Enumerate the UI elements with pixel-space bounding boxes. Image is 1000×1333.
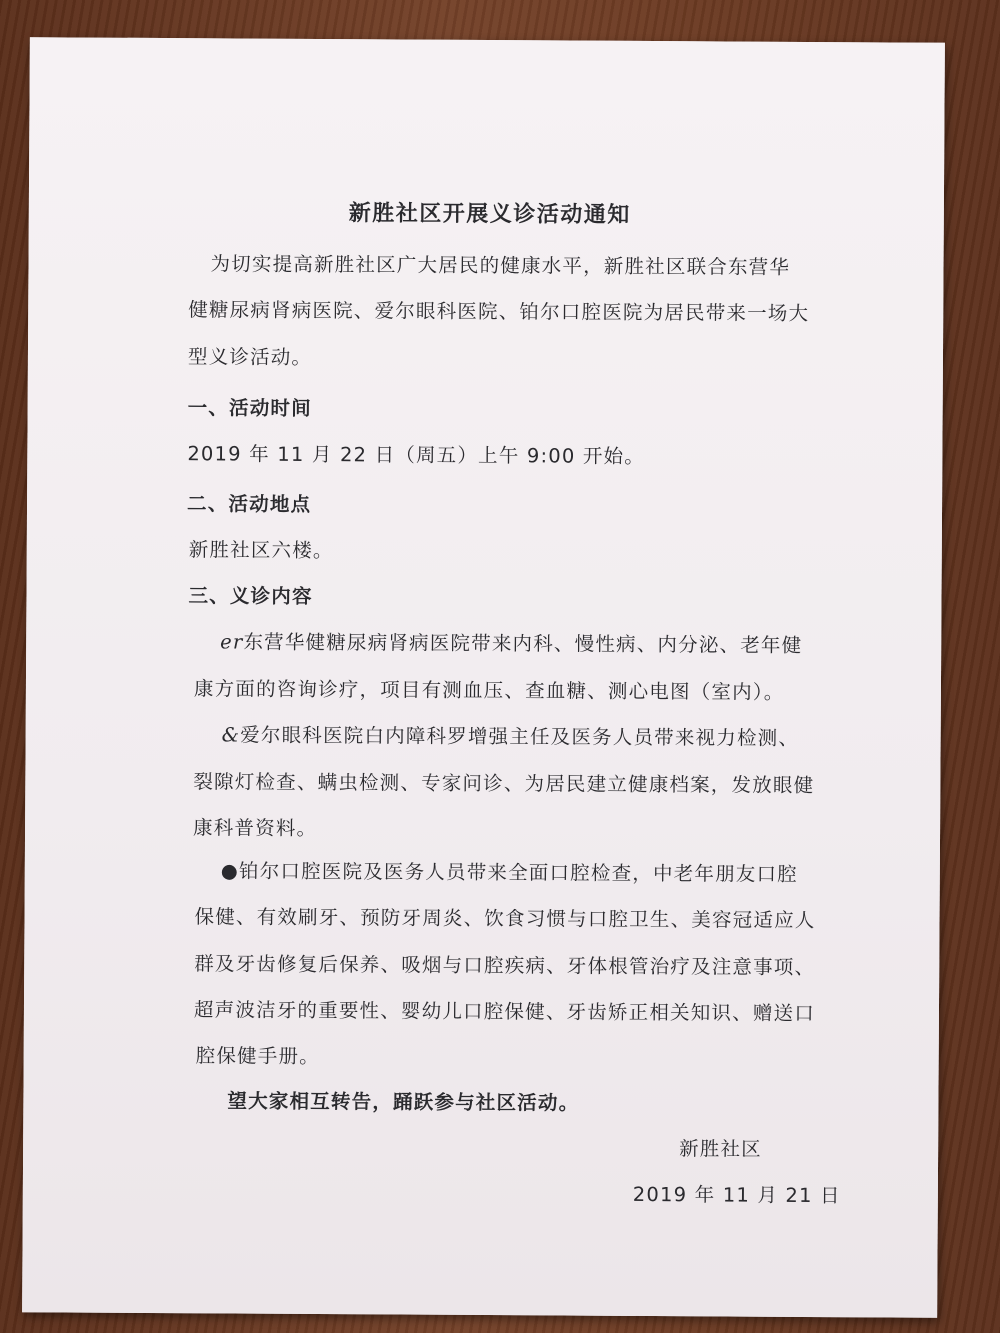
content-item-2-line-3: 康科普资料。 <box>193 816 318 840</box>
signature-date: 2019 年 11 月 21 日 <box>632 1182 841 1208</box>
content-item-3-line-2: 保健、有效刷牙、预防牙周炎、饮食习惯与口腔卫生、美容冠适应人 <box>194 905 816 933</box>
item-3-text-line-1: 铂尔口腔医院及医务人员带来全面口腔检查，中老年朋友口腔 <box>238 859 798 886</box>
item-1-bullet-glyph: er <box>220 630 244 654</box>
section-location-text: 新胜社区六楼。 <box>188 538 334 563</box>
section-time-text: 2019 年 11 月 22 日（周五）上午 9:00 开始。 <box>187 442 646 468</box>
content-item-1-line-1 <box>220 626 802 658</box>
intro-line-2: 健糖尿病肾病医院、爱尔眼科医院、铂尔口腔医院为居民带来一场大 <box>188 298 810 325</box>
content-item-2-line-1 <box>222 719 800 751</box>
content-item-3-line-4: 超声波洁牙的重要性、婴幼儿口腔保健、牙齿矫正相关知识、赠送口 <box>193 998 816 1026</box>
content-item-3-line-3: 群及牙齿修复后保养、吸烟与口腔疾病、牙体根管治疗及注意事项、 <box>194 952 816 980</box>
content-item-3-line-5: 腔保健手册。 <box>195 1044 320 1069</box>
section-heading-content: 三、义诊内容 <box>188 584 313 608</box>
item-1-text-line-1: 东营华健糖尿病肾病医院带来内科、慢性病、内分泌、老年健 <box>243 630 803 657</box>
section-heading-location: 二、活动地点 <box>186 492 312 516</box>
closing-remark: 望大家相互转告，踊跃参与社区活动。 <box>227 1089 580 1115</box>
intro-line-3: 型义诊活动。 <box>187 345 313 369</box>
intro-line-1: 为切实提高新胜社区广大居民的健康水平，新胜社区联合东营华 <box>210 252 791 279</box>
content-item-3-line-1 <box>221 855 798 887</box>
content-item-1-line-2: 康方面的咨询诊疗，项目有测血压、查血糖、测心电图（室内）。 <box>193 677 785 704</box>
notice-title: 新胜社区开展义诊活动通知 <box>348 201 631 228</box>
item-2-bullet-glyph: & <box>221 723 241 747</box>
section-heading-time: 一、活动时间 <box>187 396 312 420</box>
item-3-bullet-dot: ● <box>220 859 240 883</box>
item-2-text-line-1: 爱尔眼科医院白内障科罗增强主任及医务人员带来视力检测、 <box>240 723 800 750</box>
signature-organization: 新胜社区 <box>679 1137 763 1161</box>
content-item-2-line-2: 裂隙灯检查、螨虫检测、专家问诊、为居民建立健康档案，发放眼健 <box>193 770 815 798</box>
notice-paper <box>22 37 945 1318</box>
